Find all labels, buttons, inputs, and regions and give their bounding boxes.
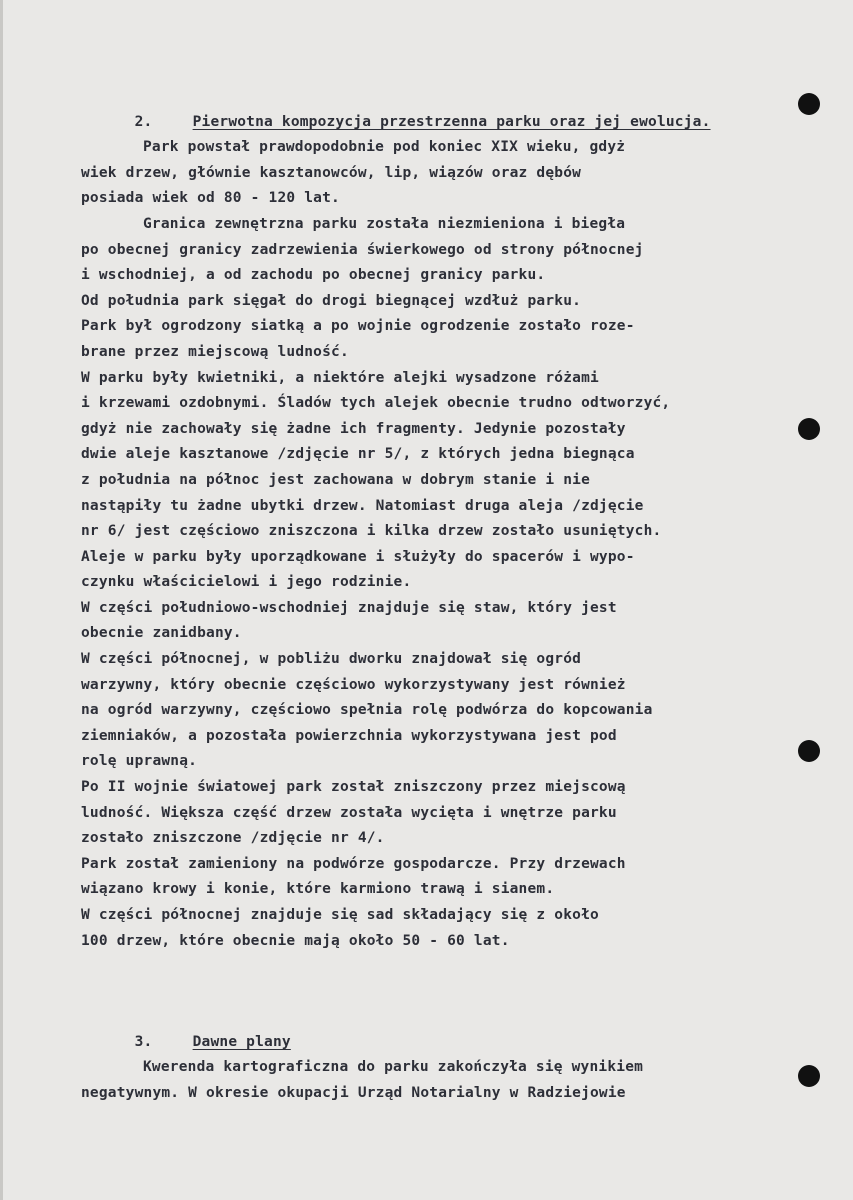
text-line: wiązano krowy i konie, które karmiono trawą i sianem. <box>81 881 555 898</box>
punch-hole-1 <box>798 93 820 115</box>
text-line: czynku właścicielowi i jego rodzinie. <box>81 574 412 591</box>
section-3-paragraph-1 <box>81 1055 781 1106</box>
text-line: obecnie zanidbany. <box>81 625 242 642</box>
text-line: nastąpiły tu żadne ubytki drzew. Natomiast druga aleja /zdjęcie <box>81 497 644 514</box>
text-line: nr 6/ jest częściowo zniszczona i kilka drzew zostało usuniętych. <box>81 523 662 540</box>
text-line: z południa na północ jest zachowana w dobrym stanie i nie <box>81 471 590 488</box>
text-line: rolę uprawną. <box>81 753 198 770</box>
text-line: zostało zniszczone /zdjęcie nr 4/. <box>81 830 385 847</box>
section-2-heading <box>81 84 781 130</box>
text-line: po obecnej granicy zadrzewienia świerkowego od strony północnej <box>81 241 644 258</box>
text-line: i wschodniej, a od zachodu po obecnej granicy parku. <box>81 267 546 284</box>
text-line: na ogród warzywny, częściowo spełnia rolę podwórza do kopcowania <box>81 702 653 719</box>
text-line: ludność. Większa część drzew została wycięta i wnętrze parku <box>81 804 617 821</box>
section-2-paragraph-2 <box>81 212 781 954</box>
section-3-heading <box>81 1004 781 1050</box>
text-line: Kwerenda kartograficzna do parku zakończyła się wynikiem <box>143 1059 644 1076</box>
section-title: Dawne plany <box>192 1033 291 1050</box>
text-line: W części północnej, w pobliżu dworku znajdował się ogród <box>81 651 582 668</box>
typed-text <box>81 84 781 1107</box>
text-line: Aleje w parku były uporządkowane i służyły do spacerów i wypo- <box>81 548 635 565</box>
text-line: posiada wiek od 80 - 120 lat. <box>81 190 340 207</box>
section-title: Pierwotna kompozycja przestrzenna parku oraz jej ewolucja. <box>192 113 711 130</box>
text-line: brane przez miejscową ludność. <box>81 343 349 360</box>
text-line: i krzewami ozdobnymi. Śladów tych alejek obecnie trudno odtworzyć, <box>81 395 671 412</box>
punch-hole-3 <box>798 740 820 762</box>
text-line: gdyż nie zachowały się żadne ich fragmenty. Jedynie pozostały <box>81 420 626 437</box>
text-line: Park był ogrodzony siatką a po wojnie ogrodzenie zostało roze- <box>81 318 635 335</box>
text-line: W części północnej znajduje się sad składający się z około <box>81 907 599 923</box>
text-line: 100 drzew, które obecnie mają około 50 - 60 lat. <box>81 932 510 949</box>
text-line: wiek drzew, głównie kasztanowców, lip, wiązów oraz dębów <box>81 164 582 181</box>
text-line: Od południa park sięgał do drogi biegnącej wzdłuż parku. <box>81 292 582 309</box>
punch-hole-2 <box>798 418 820 440</box>
text-line: Park powstał prawdopodobnie pod koniec XIX wieku, gdyż <box>143 139 626 156</box>
section-number: 3. <box>134 1033 153 1050</box>
punch-hole-4 <box>798 1065 820 1087</box>
text-line: W parku były kwietniki, a niektóre alejki wysadzone różami <box>81 369 599 386</box>
text-line: Granica zewnętrzna parku została niezmieniona i biegła <box>143 215 626 232</box>
text-line: warzywny, który obecnie częściowo wykorzystywany jest również <box>81 676 626 693</box>
text-line: Po II wojnie światowej park został zniszczony przez miejscową <box>81 779 626 796</box>
text-line: W części południowo-wschodniej znajduje się staw, który jest <box>81 599 617 616</box>
text-line: dwie aleje kasztanowe /zdjęcie nr 5/, z których jedna biegnąca <box>81 446 635 463</box>
text-line: negatywnym. W okresie okupacji Urząd Notarialny w Radziejowie <box>81 1084 626 1101</box>
section-2-paragraph-1 <box>81 135 781 212</box>
text-line: Park został zamieniony na podwórze gospodarcze. Przy drzewach <box>81 855 626 872</box>
text-line: ziemniaków, a pozostała powierzchnia wykorzystywana jest pod <box>81 727 617 744</box>
section-number: 2. <box>134 113 153 130</box>
